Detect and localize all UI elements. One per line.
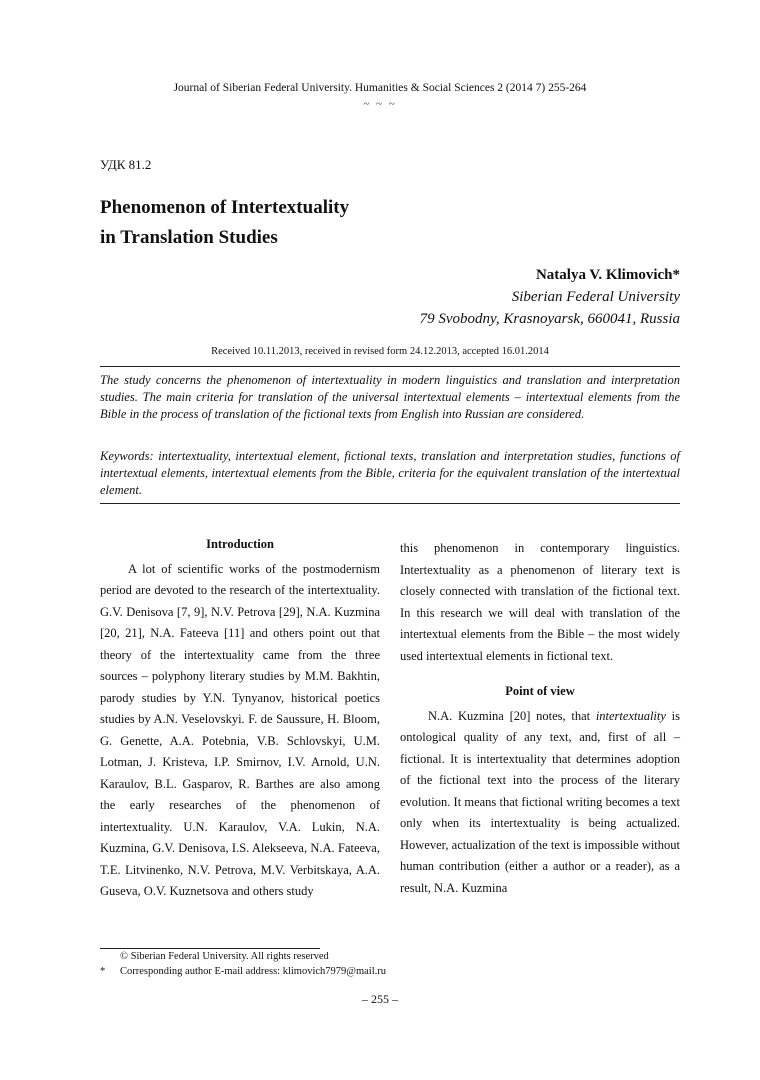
pov-emphasis: intertextuality [595, 708, 666, 723]
author-name: Natalya V. Klimovich* [535, 267, 680, 283]
footnote-mark: * [100, 966, 106, 977]
copyright-footnote: © Siberian Federal University. All rights reserved [120, 951, 329, 962]
abstract: The study concerns the phenomenon of intertextuality in modern linguistics and translation and interpretation studies. The main criteria for translation of the universal intertextual elements – intertextual elements from the Bible in the process of translation of the fictional texts from English into Russian are considered. [100, 373, 680, 421]
title-line-2: in Translation Studies [100, 227, 278, 248]
title-line-1: Phenomenon of Intertextuality [100, 197, 350, 218]
body-column-left [100, 534, 380, 903]
pov-text-start: N.A. Kuzmina [20] notes, that [428, 708, 596, 723]
header-ornament: ~ ~ ~ [363, 98, 397, 110]
corresponding-author-text: Corresponding author E-mail address: klimovich7979@mail.ru [120, 966, 386, 977]
received-dates: Received 10.11.2013, received in revised form 24.12.2013, accepted 16.01.2014 [211, 346, 549, 357]
point-of-view-paragraph [400, 706, 680, 900]
continued-paragraph: this phenomenon in contemporary linguistics. Intertextuality as a phenomenon of literary text is closely connected with translation of the fictional text. In this research we will deal with translation of the intertextual elements from the Bible – the most widely used intertextual elements in fictional text. [400, 541, 680, 663]
pov-text-rest: is ontological quality of any text, and, first of all – fictional. It is intertextuality that determines adoption of the fictional text into the process of the literary evolution. It means that fictional writing becomes a text only when its intertextuality is being actualized. However, actualization of the text is impossible without human contribution (either a author or a reader), as a result, N.A. Kuzmina [400, 708, 680, 895]
udk-code: УДК 81.2 [100, 157, 152, 172]
keywords: Keywords: intertextuality, intertextual element, fictional texts, translation and interpretation studies, functions of intertextual elements, intertextual elements from the Bible, criteria for the equivalent translation of the intertextual element. [100, 449, 680, 497]
abstract-top-rule [100, 366, 680, 367]
introduction-paragraph: A lot of scientific works of the postmodernism period are devoted to the research of the intertextuality. G.V. Denisova [7, 9], N.V. Petrova [29], N.A. Kuzmina [20, 21], N.A. Fateeva [11] and others point out that theory of the intertextuality came from the three sources – polyphony literary studies by M.M. Bakhtin, parody studies by Y.N. Tynyanov, historical poetics studies by A.N. Veselovskyi. F. de Saussure, H. Bloom, G. Genette, A.A. Potebnia, V.B. Schlovskyi, U.M. Lotman, J. Kristeva, I.P. Smirnov, I.V. Arnold, U.N. Karaulov, B.L. Gasparov, R. Barthes are also among the early researches of the phenomenon of intertextuality. U.N. Karaulov, V.A. Lukin, N.A. Kuzmina, G.V. Denisova, I.S. Alekseeva, N.A. Fateeva, T.E. Litvinenko, N.V. Petrova, M.V. Verbitskaya, A.A. Guseva, O.V. Kuznetsova and others study [100, 561, 380, 898]
article-title [100, 193, 349, 253]
point-of-view-heading: Point of view [505, 684, 575, 698]
author-affiliation: Siberian Federal University [511, 289, 680, 305]
footnote-rule [100, 948, 320, 949]
journal-header: Journal of Siberian Federal University. Humanities & Social Sciences 2 (2014 7) 255-264 [173, 82, 587, 94]
body-column-right [400, 538, 680, 899]
abstract-bottom-rule [100, 503, 680, 504]
page-number: – 255 – [362, 992, 398, 1006]
introduction-heading: Introduction [206, 537, 274, 551]
author-block [420, 264, 680, 330]
corresponding-footnote [100, 966, 386, 977]
author-address: 79 Svobodny, Krasnoyarsk, 660041, Russia [419, 311, 680, 327]
